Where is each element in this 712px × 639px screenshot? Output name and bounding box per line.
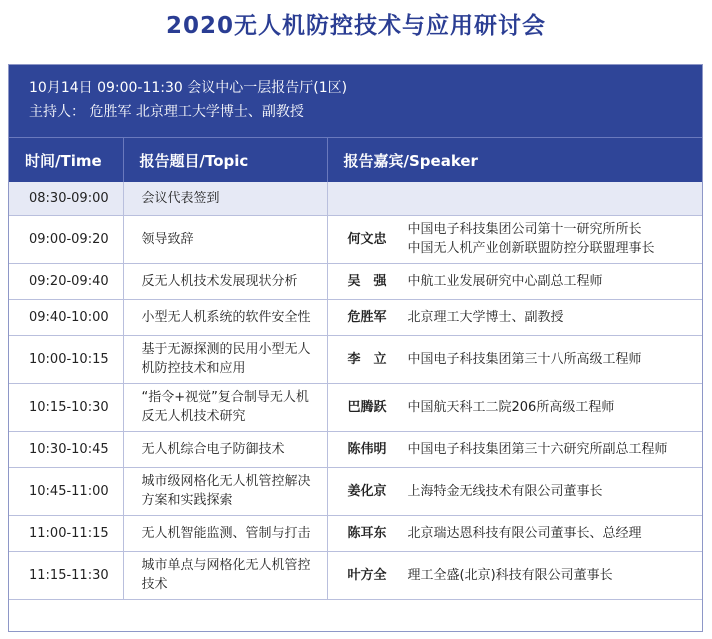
- row-time: 09:20-09:40: [9, 263, 123, 299]
- speaker-name: 姜化京: [347, 483, 387, 499]
- session-host: 主持人： 危胜军 北京理工大学博士、副教授: [29, 104, 304, 120]
- speaker-block: [348, 398, 702, 417]
- speaker-name: 陈耳东: [347, 525, 387, 541]
- row-topic: 无人机综合电子防御技术: [123, 431, 327, 467]
- session-info: [9, 65, 702, 137]
- table-row: [9, 467, 702, 515]
- speaker-affiliation: 理工全盛(北京)科技有限公司董事长: [407, 567, 613, 583]
- row-speaker: [327, 263, 702, 299]
- row-time: 08:30-09:00: [9, 182, 123, 215]
- session-datetime-venue: 10月14日 09:00-11:30 会议中心一层报告厅(1区): [29, 80, 348, 96]
- speaker-name: 何文忠: [347, 231, 387, 247]
- speaker-affiliation: 中国电子科技集团第三十八所高级工程师: [407, 351, 642, 367]
- table-row: [9, 299, 702, 335]
- row-topic: 领导致辞: [123, 215, 327, 263]
- row-topic: 反无人机技术发展现状分析: [123, 263, 327, 299]
- row-speaker: [327, 515, 702, 551]
- row-topic: 小型无人机系统的软件安全性: [123, 299, 327, 335]
- header-speaker: 报告嘉宾/Speaker: [327, 138, 702, 183]
- speaker-name: 李 立: [347, 351, 387, 367]
- page-title: 2020无人机防控技术与应用研讨会: [165, 13, 546, 39]
- table-row: [9, 335, 702, 383]
- table-row-signin: [9, 182, 702, 215]
- speaker-block: [348, 524, 702, 543]
- speaker-affiliation: 中航工业发展研究中心副总工程师: [407, 273, 603, 289]
- row-topic: 会议代表签到: [123, 182, 327, 215]
- speaker-name: 叶方全: [347, 567, 387, 583]
- table-header-row: [9, 138, 702, 183]
- speaker-block: [348, 440, 702, 459]
- speaker-affiliation: 北京瑞达恩科技有限公司董事长、总经理: [407, 525, 642, 541]
- speaker-name: 危胜军: [347, 309, 387, 325]
- table-row: [9, 515, 702, 551]
- row-speaker: [327, 551, 702, 599]
- header-topic: 报告题目/Topic: [123, 138, 327, 183]
- speaker-name: 吴 强: [347, 273, 387, 289]
- speaker-block: [348, 482, 702, 501]
- row-time: 10:30-10:45: [9, 431, 123, 467]
- row-time: 10:00-10:15: [9, 335, 123, 383]
- agenda-frame: [8, 64, 703, 632]
- row-topic: “指令+视觉”复合制导无人机反无人机技术研究: [123, 383, 327, 431]
- row-speaker: [327, 215, 702, 263]
- speaker-affiliation: 北京理工大学博士、副教授: [407, 309, 564, 325]
- row-topic: 城市级网格化无人机管控解决方案和实践探索: [123, 467, 327, 515]
- table-row: [9, 263, 702, 299]
- row-time: 10:45-11:00: [9, 467, 123, 515]
- row-time: 09:00-09:20: [9, 215, 123, 263]
- speaker-affiliation: 上海特金无线技术有限公司董事长: [407, 483, 603, 499]
- speaker-name: 巴腾跃: [347, 399, 387, 415]
- speaker-block: [348, 272, 702, 291]
- row-speaker: [327, 431, 702, 467]
- row-topic: 基于无源探测的民用小型无人机防控技术和应用: [123, 335, 327, 383]
- row-topic: 城市单点与网格化无人机管控技术: [123, 551, 327, 599]
- row-speaker: [327, 182, 702, 215]
- row-time: 10:15-10:30: [9, 383, 123, 431]
- row-time: 11:15-11:30: [9, 551, 123, 599]
- table-row: [9, 383, 702, 431]
- speaker-name: 陈伟明: [347, 441, 387, 457]
- speaker-block: [348, 350, 702, 369]
- row-speaker: [327, 383, 702, 431]
- table-row: [9, 215, 702, 263]
- speaker-affiliation: 中国航天科工二院206所高级工程师: [407, 399, 615, 415]
- row-speaker: [327, 335, 702, 383]
- row-time: 09:40-10:00: [9, 299, 123, 335]
- speaker-affiliation: 中国电子科技集团公司第十一研究所所长 中国无人机产业创新联盟防控分联盟理事长: [407, 222, 655, 256]
- speaker-block: [348, 566, 702, 585]
- header-time: 时间/Time: [9, 138, 123, 183]
- speaker-affiliation: 中国电子科技集团第三十六研究所副总工程师: [407, 441, 668, 457]
- speaker-block: [348, 308, 702, 327]
- agenda-body: [9, 182, 702, 599]
- row-time: 11:00-11:15: [9, 515, 123, 551]
- speaker-block: [348, 220, 702, 258]
- agenda-table: [9, 137, 702, 600]
- row-speaker: [327, 299, 702, 335]
- table-row: [9, 551, 702, 599]
- table-row: [9, 431, 702, 467]
- row-speaker: [327, 467, 702, 515]
- row-topic: 无人机智能监测、管制与打击: [123, 515, 327, 551]
